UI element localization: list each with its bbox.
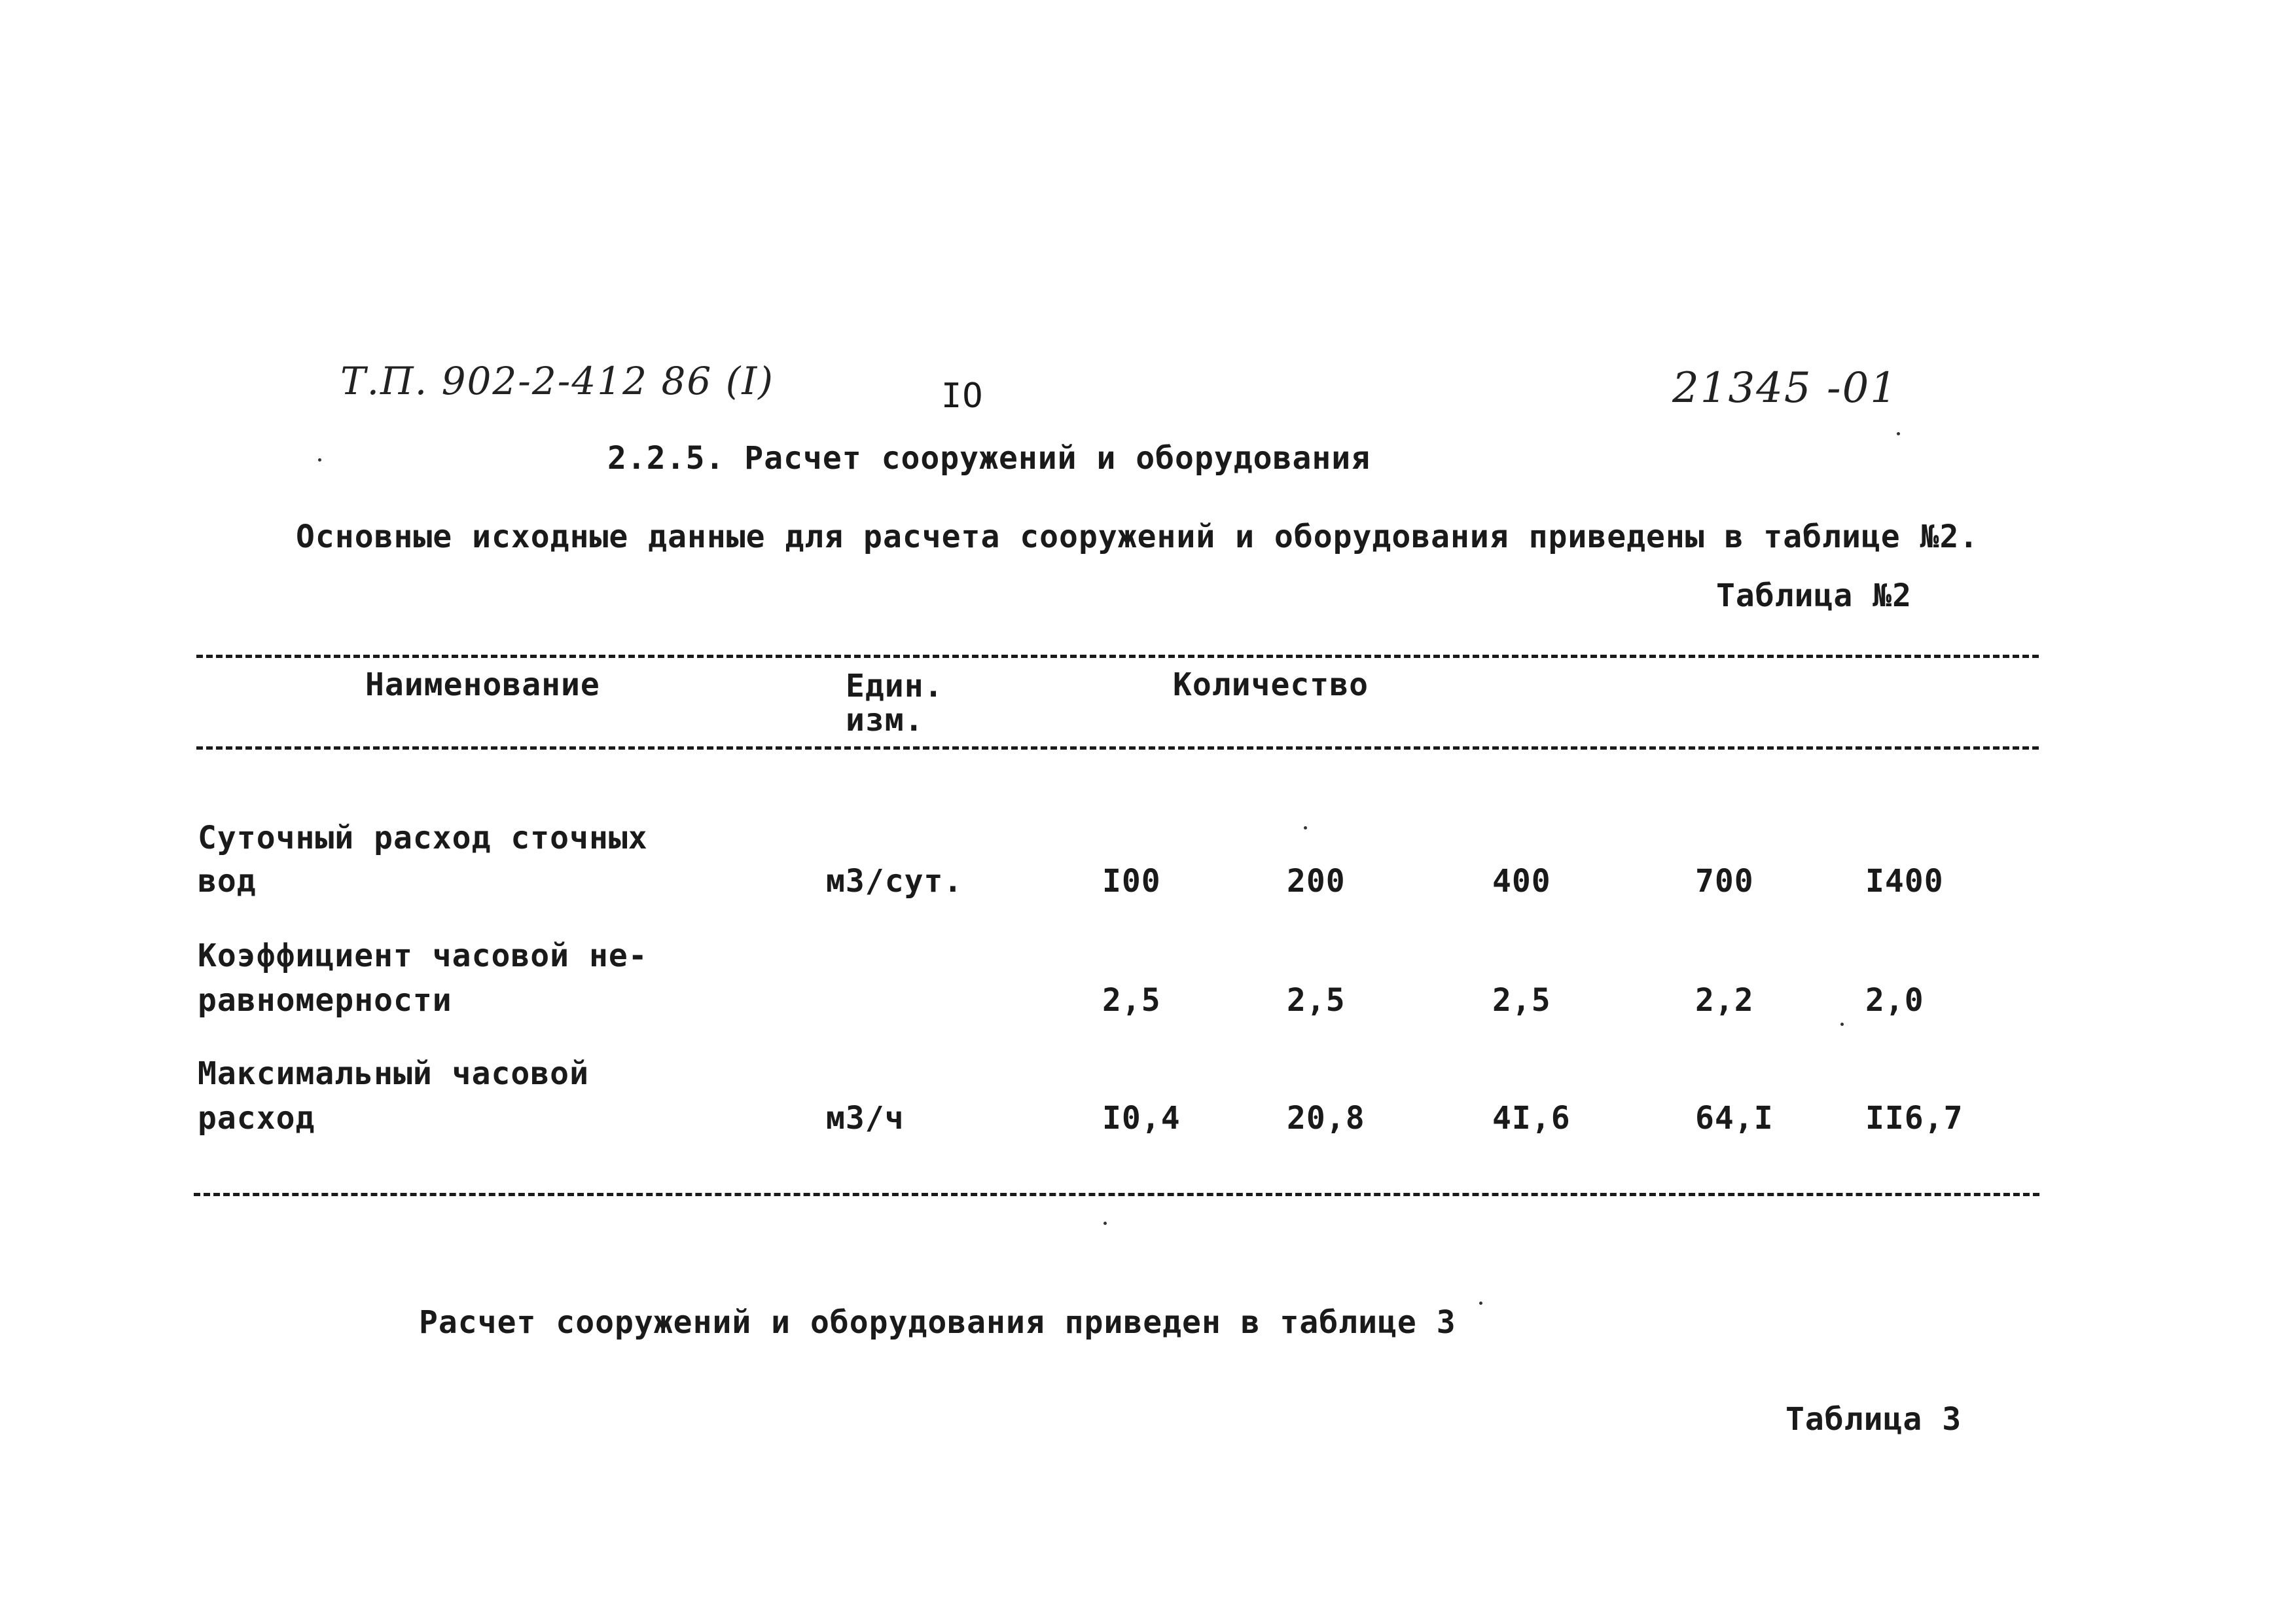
row-value-1400: I400 <box>1865 863 1944 900</box>
row-value-700: 64,I <box>1695 1100 1774 1137</box>
header-quantity: Количество <box>1173 666 1369 703</box>
header-name: Наименование <box>365 666 600 703</box>
scan-speck <box>1840 1023 1844 1026</box>
handwritten-doc-reference: Т.П. 902-2-412 86 (I) <box>340 359 774 403</box>
scan-speck <box>1103 1222 1107 1225</box>
table-top-rule <box>196 655 2039 658</box>
row-name-line2: расход <box>198 1100 315 1137</box>
row-value-400: 4I,6 <box>1492 1100 1571 1137</box>
scan-speck <box>318 458 321 462</box>
row-value-200: 200 <box>1287 863 1346 900</box>
table3-reference-note: Расчет сооружений и оборудования приведен в таблице 3 <box>419 1304 1456 1341</box>
row-name-line1: Коэффициент часовой не- <box>198 938 648 974</box>
row-unit: м3/ч <box>826 1100 905 1137</box>
row-value-100: I0,4 <box>1102 1100 1181 1137</box>
row-name-line1: Максимальный часовой <box>198 1055 589 1092</box>
table-header-rule <box>196 746 2039 750</box>
header-unit-line2: изм. <box>846 702 924 739</box>
header-unit-line1: Един. <box>846 668 944 704</box>
row-name-line2: равномерности <box>198 982 452 1019</box>
row-value-700: 2,2 <box>1695 982 1754 1019</box>
page-number: IO <box>941 376 984 416</box>
row-name-line2: вод <box>198 863 257 900</box>
row-value-100: 2,5 <box>1102 982 1161 1019</box>
row-name-line1: Суточный расход сточных <box>198 820 648 856</box>
table2-caption: Таблица №2 <box>1716 577 1912 614</box>
row-value-1400: II6,7 <box>1865 1100 1964 1137</box>
row-unit: м3/сут. <box>826 863 963 900</box>
scan-speck <box>1304 826 1307 830</box>
scan-speck <box>1897 432 1900 435</box>
table-bottom-rule <box>194 1193 2039 1196</box>
intro-paragraph: Основные исходные данные для расчета сооружений и оборудования приведены в таблице №2. <box>296 519 1979 555</box>
section-title: 2.2.5. Расчет сооружений и оборудования <box>607 440 1371 477</box>
row-value-200: 20,8 <box>1287 1100 1365 1137</box>
row-value-400: 2,5 <box>1492 982 1551 1019</box>
scan-speck <box>1479 1302 1482 1305</box>
row-value-400: 400 <box>1492 863 1551 900</box>
row-value-100: I00 <box>1102 863 1161 900</box>
row-value-1400: 2,0 <box>1865 982 1924 1019</box>
handwritten-archive-code: 21345 -01 <box>1672 364 1898 412</box>
row-value-700: 700 <box>1695 863 1754 900</box>
table3-caption: Таблица 3 <box>1785 1401 1962 1438</box>
row-value-200: 2,5 <box>1287 982 1346 1019</box>
